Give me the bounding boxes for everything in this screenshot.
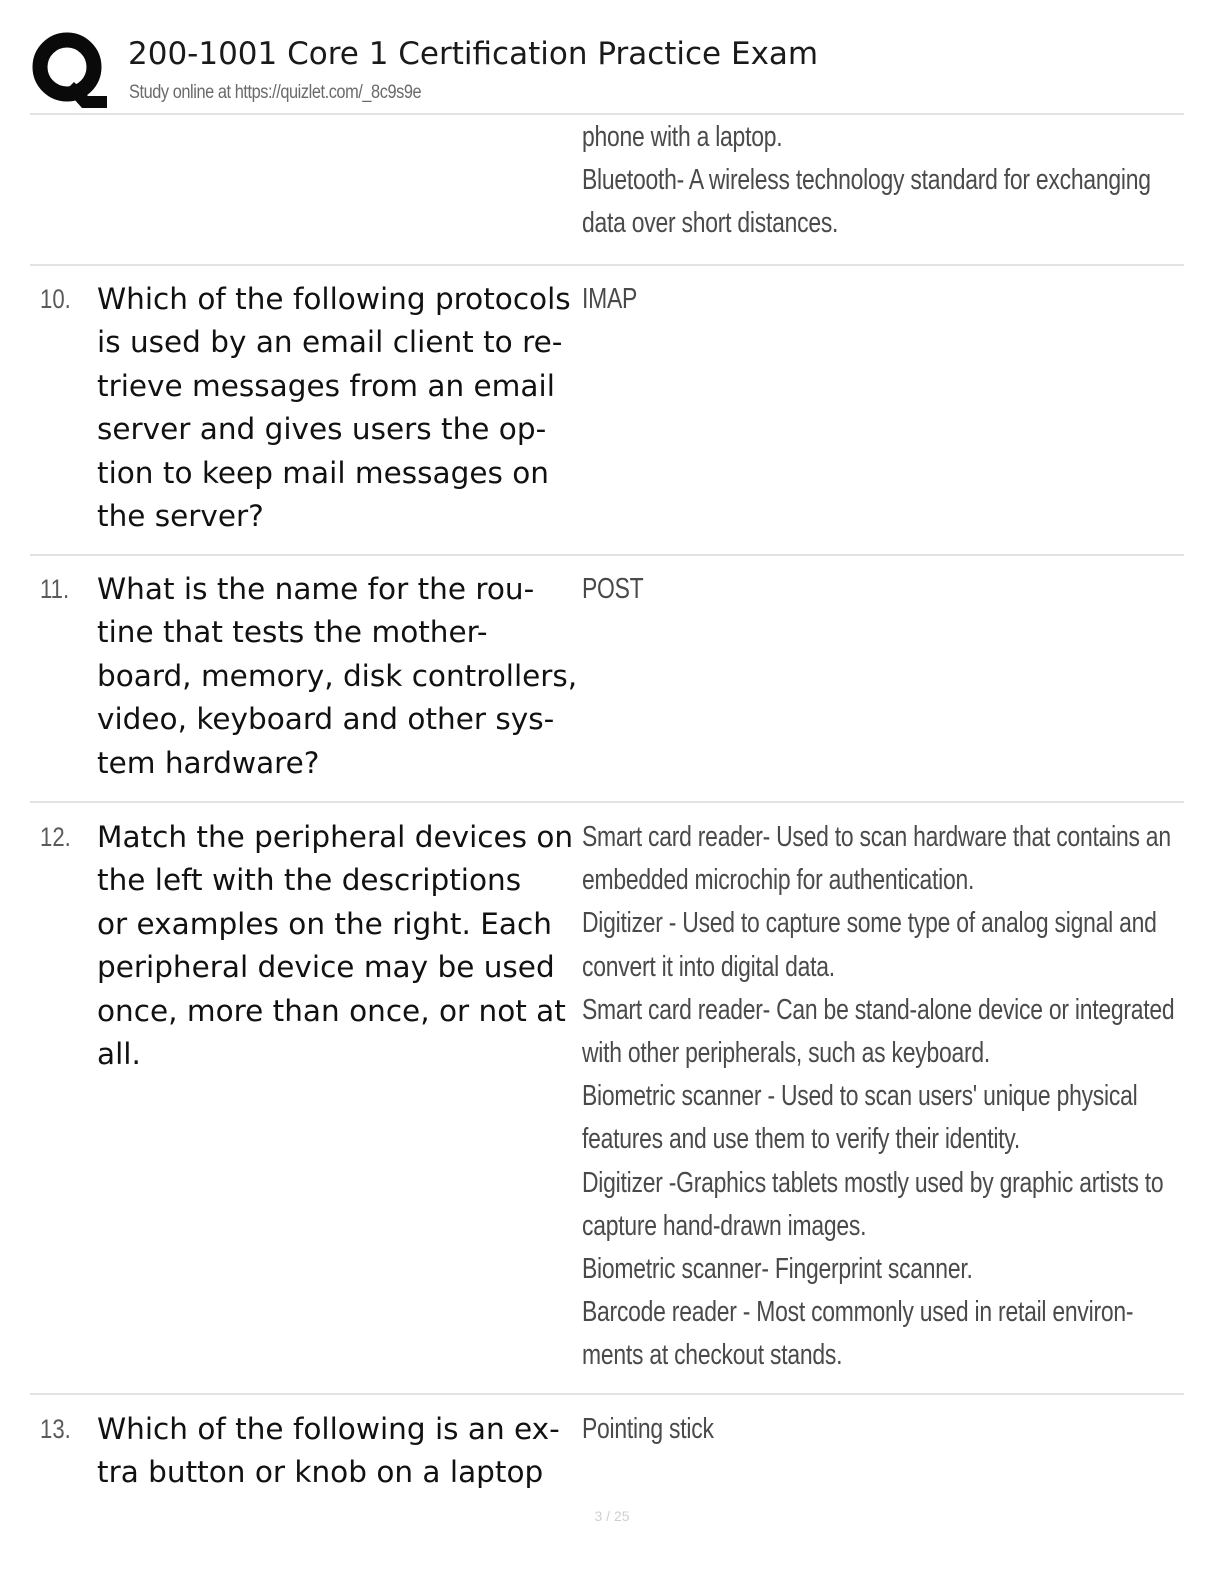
question-line: tem hardware? <box>97 745 320 780</box>
card-number: 12. <box>40 822 71 852</box>
question-line: once, more than once, or not at <box>97 993 566 1028</box>
card-answer <box>582 278 1182 321</box>
answer-line: convert it into digital data. <box>582 950 835 983</box>
card-divider <box>30 554 1184 556</box>
page-number: 3 / 25 <box>594 1508 630 1524</box>
answer-line: Biometric scanner- Fingerprint scanner. <box>582 1253 973 1286</box>
question-line: tion to keep mail messages on <box>97 455 549 490</box>
continued-answer <box>582 116 1182 246</box>
question-line: tra button or knob on a laptop <box>97 1455 544 1490</box>
answer-line: IMAP <box>582 283 638 315</box>
question-line: video, keyboard and other sys- <box>97 702 555 737</box>
card-divider <box>30 801 1184 803</box>
question-line: the left with the descriptions <box>97 863 522 898</box>
answer-line: Smart card reader- Used to scan hardware that contains an <box>582 821 1171 853</box>
card-question <box>97 1408 587 1495</box>
question-line: is used by an email client to re- <box>97 325 563 360</box>
question-line: or examples on the right. Each <box>97 906 552 941</box>
card-number: 11. <box>40 574 70 604</box>
page-title: 200-1001 Core 1 Certification Practice Exam <box>128 36 819 72</box>
card-answer <box>582 1408 1182 1451</box>
card-question <box>97 568 587 785</box>
quizlet-q-logo-icon <box>30 30 108 108</box>
study-online-link[interactable]: Study online at https://quizlet.com/_8c9s9e <box>129 82 422 103</box>
card-question <box>97 816 587 1076</box>
answer-line: with other peripherals, such as keyboard. <box>582 1037 990 1070</box>
answer-line: POST <box>582 573 644 605</box>
answer-line: phone with a laptop. <box>582 121 783 153</box>
answer-line: features and use them to verify their identity. <box>582 1123 1020 1156</box>
answer-line: Biometric scanner - Used to scan users' unique physical <box>582 1080 1138 1113</box>
question-line: the server? <box>97 499 264 534</box>
question-line: Which of the following is an ex- <box>97 1412 560 1446</box>
answer-line: Digitizer - Used to capture some type of analog signal and <box>582 907 1157 940</box>
answer-line: Barcode reader - Most commonly used in retail environ- <box>582 1296 1134 1329</box>
answer-line: Bluetooth- A wireless technology standard for exchanging <box>582 164 1151 197</box>
answer-line: data over short distances. <box>582 207 839 240</box>
answer-line: capture hand-drawn images. <box>582 1209 867 1242</box>
question-line: What is the name for the rou- <box>97 572 535 606</box>
card-number: 13. <box>40 1414 71 1444</box>
question-line: tine that tests the mother- <box>97 615 488 650</box>
answer-line: ments at checkout stands. <box>582 1339 843 1372</box>
question-line: all. <box>97 1037 141 1072</box>
answer-line: embedded microchip for authentication. <box>582 864 975 897</box>
card-question <box>97 278 587 538</box>
page-header <box>30 28 1184 112</box>
header-divider <box>30 113 1184 115</box>
card-answer <box>582 816 1182 1378</box>
question-line: server and gives users the op- <box>97 412 547 447</box>
card-divider <box>30 264 1184 266</box>
answer-line: Digitizer -Graphics tablets mostly used by graphic artists to <box>582 1166 1164 1199</box>
card-number: 10. <box>40 284 71 314</box>
question-line: Match the peripheral devices on <box>97 820 574 854</box>
answer-line: Pointing stick <box>582 1413 714 1445</box>
answer-line: Smart card reader- Can be stand-alone device or integrated <box>582 993 1175 1026</box>
question-line: peripheral device may be used <box>97 950 555 985</box>
card-divider <box>30 1393 1184 1395</box>
question-line: Which of the following protocols <box>97 282 571 316</box>
question-line: board, memory, disk controllers, <box>97 658 578 693</box>
question-line: trieve messages from an email <box>97 368 555 403</box>
card-answer <box>582 568 1182 611</box>
